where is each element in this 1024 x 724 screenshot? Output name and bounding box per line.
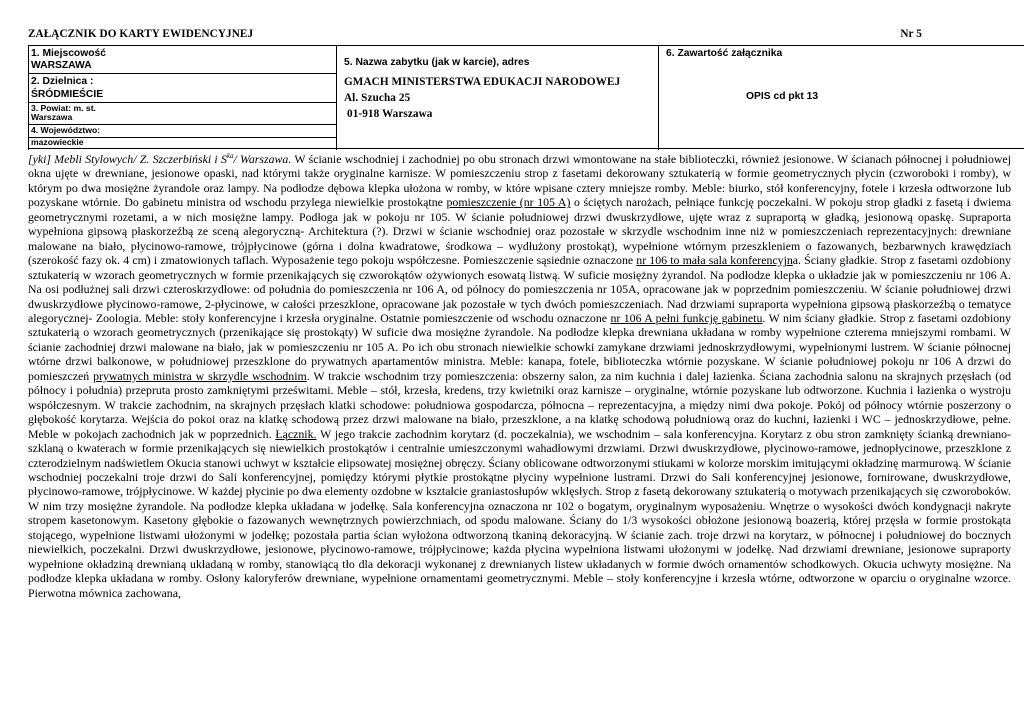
text-italic: [yki] Mebli Stylowych/ Z. Szczerbiński i S [28, 152, 227, 166]
table-row-divider [28, 73, 336, 74]
underlined-ref: pomieszczenie (nr 105 A) [446, 195, 571, 210]
text-run: W jego trakcie zachodnim korytarz (d. poczekalnia), we wschodnim – sala konferencyjna. Korytarz z obu stron zamknięty ścianką drewniano-szklaną o kwaterach w formie przenikających się niewielkich prostokątów i centralnie umieszczonymi wahadłowymi drzwiami. Drzwi dwuskrzydłowe, płycinowo-ramowe, jednopłycinowe, przeszklone z czterodzielnym nadświetlem Okucia stanowi uchwyt w kształcie elipsowatej mosiężnej obręczy. Ściany oblicowane odtworzonymi stiukami w kolorze morskim imitującymi okładzinę marmurową. W ścianie wschodniej poczekalni troje drzwi do Sali konferencyjnej, pomiędzy którymi płytkie prostokątne płyciny wypełnione lustrami. Drzwi do Sali konferencyjnej jesionowe, fornirowane, dwuskrzydłowe, płycinowo-ramowe, trójpłycinowe. W każdej płycinie po dwa elementy ozdobne w kształcie graniastosłupów wklęsłych. Strop z fasetą dekorowany sztukaterią o motywach przenikających się czworoboków. W nim trzy mosiężne żyrandole. Na podłodze klepka układana w jodełkę. Sala konferencyjna oznaczona nr 102 o bogatym, oryginalnym wyposażeniu. Wnętrze o wysokości dwóch kondygnacji nakryte stropem kasetonowym. Kasetony głębokie o fazowanych wewnętrznych powierzchniach, od spodu malowane. Ściany do 1/3 wysokości obłożone jesionową boazerią, której przęsła w formie prostokąta stojącego, wypełnione listwami ułożonymi w jodełkę; pozostała partia ścian wyłożona odtworzoną tkaniną dekoracyjną. W ścianie zach. troje drzwi na korytarz, w północnej i południowej do bocznych niewielkich, poczekalni. Drzwi dwuskrzydłowe, jesionowe, płycinowo-ramowe, trójpłycinowe; każda płycina wypełniona listwami ułożonymi w jodełkę. Nad drzwiami drewniane, jesionowe supraporty wypełnione okładziną drewnianą układaną w romby, stanowiącą tło dla dekoracji wykonanej z drewnianych listew układanych w formie dwóch ornamentów schodkowych. Okucia uchwyty mosiężne. Na podłodze klepka układana w romby. Osłony kaloryferów drewniane, wypełnione ornamentami geometrycznymi. Meble – stoły konferencyjne i krzesła wtórne, odtworzone w oparciu o oryginalne wzorce. Pierwotna mównica zachowana, [28, 426, 1011, 600]
description-text [28, 152, 1011, 724]
dzielnica-label: 2. Dzielnica : [31, 76, 94, 87]
underlined-ref: nr 106 A pełni funkcję gabinetu [610, 310, 763, 325]
miejscowosc-value: WARSZAWA [31, 60, 92, 71]
zawartosc-value: OPIS cd pkt 13 [746, 91, 819, 102]
table-border-left [28, 46, 29, 150]
nazwa-value: GMACH MINISTERSTWA EDUKACJI NARODOWEJ [344, 76, 621, 88]
dzielnica-value: ŚRÓDMIEŚCIE [31, 89, 104, 100]
powiat-value: Warszawa [31, 112, 73, 122]
text-run: o ściętych narożach, pełniące funkcję poczekalni. W pokoju strop gładki z fasetą i dwiema geometrycznymi rozetami, a w nich mosiężne lampy. Podłoga jak w pokoju nr 105. W ścianie południowej drzwi dwuskrzydłowe, ujęte wraz z supraportą w gładką, jesionową opaskę. Supraporta wypełniona gipsową płaskorzeźbą ze sceną alegoryczną- Architektura (?). Drzwi w ścianie wschodniej oraz pozostałe w skrzydle wschodnim inne niż w pomieszczeniach reprezentacyjnych: drewniane malowane na biało, płycinowo-ramowe, trójpłycinowe (górna i dolna kwadratowe, środkowa – wydłużony prostokąt), wypełnione wtórnym przeszkleniem o fazowanych, bezbarwnych krawędziach (szerokość fazy ok. 4 cm) i zmatowionych taflach. Wyposażenie tego pokoju współczesne. Pomieszczenie sąsiednie oznaczone [28, 195, 1011, 268]
miejscowosc-label: 1. Miejscowość [31, 48, 106, 59]
powiat-label: 3. Powiat: m. st. [31, 103, 96, 113]
nazwa-label: 5. Nazwa zabytku (jak w karcie), adres [344, 57, 530, 68]
text-run: W ścianie wschodniej i zachodniej po obu stronach drzwi wmontowane na stałe biblioteczki, również jesionowe. W ścianach północnej i południowej okna ujęte w drewniane, jesionowe opaski, nad którymi także oryginalne karnisze. W pomieszczeniu strop z fasetami dekorowany sztukaterią w formie geometrycznych płycin (czworoboki i romby), w którym po dwa mosiężne żyrandole oraz lampy. Na podłodze dębowa klepka ułożona w romby, w które wpisane cztery mniejsze romby. Meble: biurko, stół konferencyjny, fotele i krzesła odtworzone lub pozyskane wtórnie. Do gabinetu ministra od wschodu przylega niewielkie prostokątne [28, 152, 1011, 210]
adres-line-1: Al. Szucha 25 [344, 92, 411, 104]
table-divider-2 [658, 46, 659, 150]
text-italic: / Warszawa. [233, 152, 292, 166]
underlined-ref: Łącznik. [275, 426, 317, 441]
wojewodztwo-label: 4. Województwo: [31, 125, 101, 135]
underlined-ref: prywatnych ministra w skrzydle wschodnim [93, 368, 307, 383]
text-run: . W nim ściany gładkie. Strop z fasetami ozdobiony sztukaterią o wzorach geometrycznych (przenikające się prostokąty) W suficie dwa mosiężne żyrandole. Na podłodze klepka drewniana układana w romby wypełnione czterema mniejszymi rombami. W ścianie zachodniej drzwi malowane na biało, jak w pomieszczeniu nr 105 A. Po ich obu stronach niewielkie schowki zamykane drzwiami jednoskrzydłowymi, wypełnionymi lustrem. W ścianie północnej wtórne drzwi balkonowe, w południowej przeszklone do prywatnych apartamentów ministra. Meble: kanapa, fotele, biblioteczka wtórnie pozyskane. W ścianie południowej pokoju nr 106 A drzwi do pomieszczeń [28, 310, 1011, 383]
wojewodztwo-value: mazowieckie [31, 137, 84, 147]
text-run: . W trakcie wschodnim trzy pomieszczenia: obszerny salon, za nim kuchnia i dalej łazienka. Ściana zachodnia salonu na skrajnych przęsłach (od północy i południa) przeprutа prosto zamkniętymi prześwitami. Meble – stół, krzesła, kredens, trzy kwietniki oraz karnisze – oryginalne, wtórnie pozyskane lub odtworzone. Kuchnia i łazienka o wystroju współczesnym. W trakcie zachodnim, na skrajnych przęsłach klatki schodowe: południowa gospodarcza, północna – reprezentacyjna, a między nimi dwa pokoje. Pokój od północy wtórnie poszerzony o głębokość korytarza. Wejścia do pokoi oraz na klatkę schodową przez drzwi malowane na biało, przeszklone, a na klatkę schodową południową oraz do kuchni, łazienki i WC – jednoskrzydłowe, pełne. Meble w pokojach zachodnich jak w poprzednich. [28, 368, 1011, 441]
document-title: ZAŁĄCZNIK DO KARTY EWIDENCYJNEJ [28, 28, 254, 40]
text-superscript: ka [226, 152, 234, 161]
info-table [28, 45, 1024, 149]
document-header [28, 28, 922, 42]
text-run: a. Ściany gładkie. Strop z fasetami ozdobiony sztukaterią w wzorach geometrycznych w formie przenikających się czworokątów ożywionych esowatą listwą. W suficie mosiężny żyrandol. Na podłodze klepka o układzie jak w pomieszczeniu nr 106 A. Na osi podłużnej sali drzwi czteroskrzydłowe: od południa do pomieszczenia nr 106 A, od północy do pomieszczenia nr 105A, opracowane jak w poprzednim pomieszczeniu. W ścianie południowej drzwi dwuskrzydłowe płycinowo-ramowe, 2-płycinowe, w całości przeszklone, opracowane jak pozostałe w tych dwóch pomieszczeniach. Nad drzwiami supraporta wypełniona gipsową płaskorzeźbą o tematyce alegorycznej- Zoologia. Meble: stoły konferencyjne i krzesła oryginalne. Ostatnie pomieszczenie od wschodu oznaczone [28, 253, 1011, 325]
page-number: Nr 5 [900, 28, 922, 40]
underlined-ref: nr 106 to mała sala konferencyjn [636, 253, 793, 268]
zawartosc-label: 6. Zawartość załącznika [666, 48, 783, 59]
table-divider-1 [336, 46, 337, 150]
adres-line-2: 01-918 Warszawa [347, 108, 433, 120]
